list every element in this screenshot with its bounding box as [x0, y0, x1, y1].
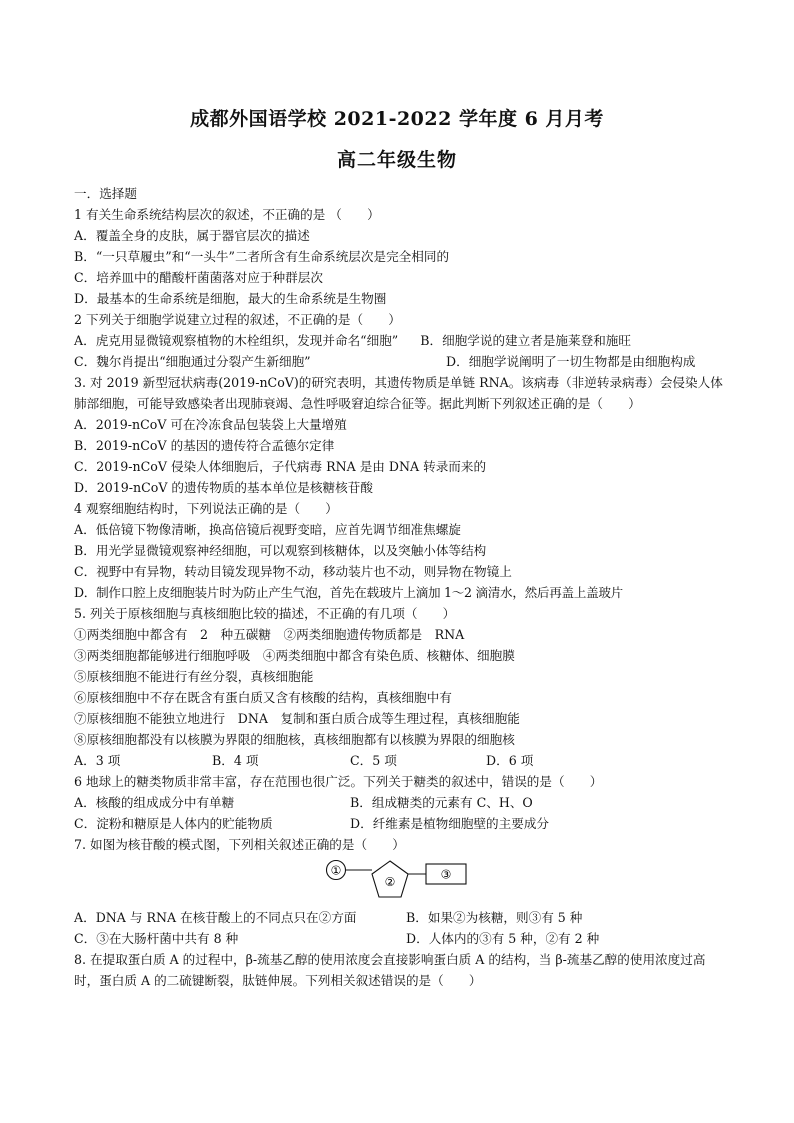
section-heading: 一．选择题	[74, 186, 137, 201]
q5-option-b: B．4 项	[212, 753, 259, 768]
q1-stem: 1 有关生命系统结构层次的叙述，不正确的是 （ ）	[74, 207, 380, 222]
q4-stem: 4 观察细胞结构时，下列说法正确的是（ ）	[74, 501, 338, 516]
q3-option-c: C．2019-nCoV 侵染人体细胞后，子代病毒 RNA 是由 DNA 转录而来的	[74, 459, 487, 474]
q5-stem: 5. 列关于原核细胞与真核细胞比较的描述，不正确的有几项（ ）	[74, 606, 456, 621]
q6-options-row2	[74, 813, 726, 834]
q4-option-b: B．用光学显微镜观察神经细胞，可以观察到核糖体，以及突触小体等结构	[74, 543, 487, 558]
nucleotide-diagram	[74, 855, 726, 907]
q5-statement-7: ⑦原核细胞不能独立地进行 DNA 复制和蛋白质合成等生理过程，真核细胞能	[74, 711, 520, 726]
q3-option-b: B．2019-nCoV 的基因的遗传符合孟德尔定律	[74, 438, 335, 453]
q5-option-d: D．6 项	[486, 753, 534, 768]
question-list	[74, 183, 726, 991]
q7-stem: 7. 如图为核苷酸的模式图，下列相关叙述正确的是（ ）	[74, 837, 405, 852]
q4-option-d: D．制作口腔上皮细胞装片时为防止产生气泡，首先在载玻片上滴加 1～2 滴清水，然后再盖上盖玻片	[74, 585, 623, 600]
q5-statement-8: ⑧原核细胞都没有以核膜为界限的细胞核，真核细胞都有以核膜为界限的细胞核	[74, 732, 515, 747]
q2-option-b: B．细胞学说的建立者是施莱登和施旺	[420, 333, 631, 348]
q7-options-row1	[74, 907, 726, 928]
q1-option-a: A．覆盖全身的皮肤，属于器官层次的描述	[74, 228, 310, 243]
q6-options-row1	[74, 792, 726, 813]
q2-stem: 2 下列关于细胞学说建立过程的叙述，不正确的是（ ）	[74, 312, 401, 327]
nucleotide-diagram-svg	[322, 859, 472, 903]
q2-option-c: C．魏尔肖提出“细胞通过分裂产生新细胞”	[74, 354, 311, 369]
q5-statement-1-2: ①两类细胞中都含有 2 种五碳糖 ②两类细胞遗传物质都是 RNA	[74, 627, 465, 642]
q2-options-row2	[74, 351, 726, 372]
q3-option-a: A．2019-nCoV 可在冷冻食品包装袋上大量增殖	[74, 417, 347, 432]
q8-stem: 8. 在提取蛋白质 A 的过程中，β-巯基乙醇的使用浓度会直接影响蛋白质 A 的结构，当 β-巯基乙醇的使用浓度过高时，蛋白质 A 的二硫键断裂，肽链伸展。下列相关叙述错误的是（ ）	[74, 952, 706, 988]
exam-subtitle: 高二年级生物	[336, 149, 457, 171]
q3-stem: 3. 对 2019 新型冠状病毒(2019-nCoV)的研究表明，其遗传物质是单链 RNA。该病毒（非逆转录病毒）会侵染人体肺部细胞，可能导致感染者出现肺衰竭、急性呼吸窘迫综合征等。据此判断下列叙述正确的是（ ）	[74, 375, 723, 411]
q5-statement-6: ⑥原核细胞中不存在既含有蛋白质又含有核酸的结构，真核细胞中有	[74, 690, 452, 705]
q2-options-row1	[74, 330, 726, 351]
q2-option-a: A．虎克用显微镜观察植物的木栓组织，发现并命名“细胞”	[74, 333, 399, 348]
q6-option-c: C．淀粉和糖原是人体内的贮能物质	[74, 816, 273, 831]
q3-option-d: D．2019-nCoV 的遗传物质的基本单位是核糖核苷酸	[74, 480, 373, 495]
q5-option-c: C．5 项	[350, 753, 397, 768]
q4-option-a: A．低倍镜下物像清晰，换高倍镜后视野变暗，应首先调节细准焦螺旋	[74, 522, 461, 537]
q1-option-c: C．培养皿中的醋酸杆菌菌落对应于种群层次	[74, 270, 323, 285]
base-label: ③	[440, 867, 452, 882]
sugar-label: ②	[384, 875, 396, 889]
q2-option-d: D．细胞学说阐明了一切生物都是由细胞构成	[446, 354, 696, 369]
q5-statement-3-4: ③两类细胞都能够进行细胞呼吸 ④两类细胞中都含有染色质、核糖体、细胞膜	[74, 648, 515, 663]
q7-option-c: C．③在大肠杆菌中共有 8 种	[74, 931, 239, 946]
q6-option-a: A．核酸的组成成分中有单糖	[74, 795, 235, 810]
q6-stem: 6 地球上的糖类物质非常丰富，存在范围也很广泛。下列关于糖类的叙述中，错误的是（ ）	[74, 774, 603, 789]
q5-statement-5: ⑤原核细胞不能进行有丝分裂，真核细胞能	[74, 669, 314, 684]
q7-option-b: B．如果②为核糖，则③有 5 种	[406, 910, 583, 925]
q7-option-a: A．DNA 与 RNA 在核苷酸上的不同点只在②方面	[74, 910, 357, 925]
q6-option-d: D．纤维素是植物细胞壁的主要成分	[350, 816, 550, 831]
q1-option-b: B．“一只草履虫”和“一头牛”二者所含有生命系统层次是完全相同的	[74, 249, 450, 264]
q5-options-row	[74, 750, 726, 771]
phosphate-label: ①	[330, 863, 342, 878]
q6-option-b: B．组成糖类的元素有 C、H、O	[350, 795, 533, 810]
q7-options-row2	[74, 928, 726, 949]
q5-option-a: A．3 项	[74, 753, 121, 768]
q1-option-d: D．最基本的生命系统是细胞，最大的生命系统是生物圈	[74, 291, 387, 306]
q4-option-c: C．视野中有异物，转动目镜发现异物不动，移动装片也不动，则异物在物镜上	[74, 564, 512, 579]
q7-option-d: D．人体内的③有 5 种，②有 2 种	[406, 931, 600, 946]
exam-title: 成都外国语学校 2021-2022 学年度 6 月月考	[190, 108, 604, 130]
